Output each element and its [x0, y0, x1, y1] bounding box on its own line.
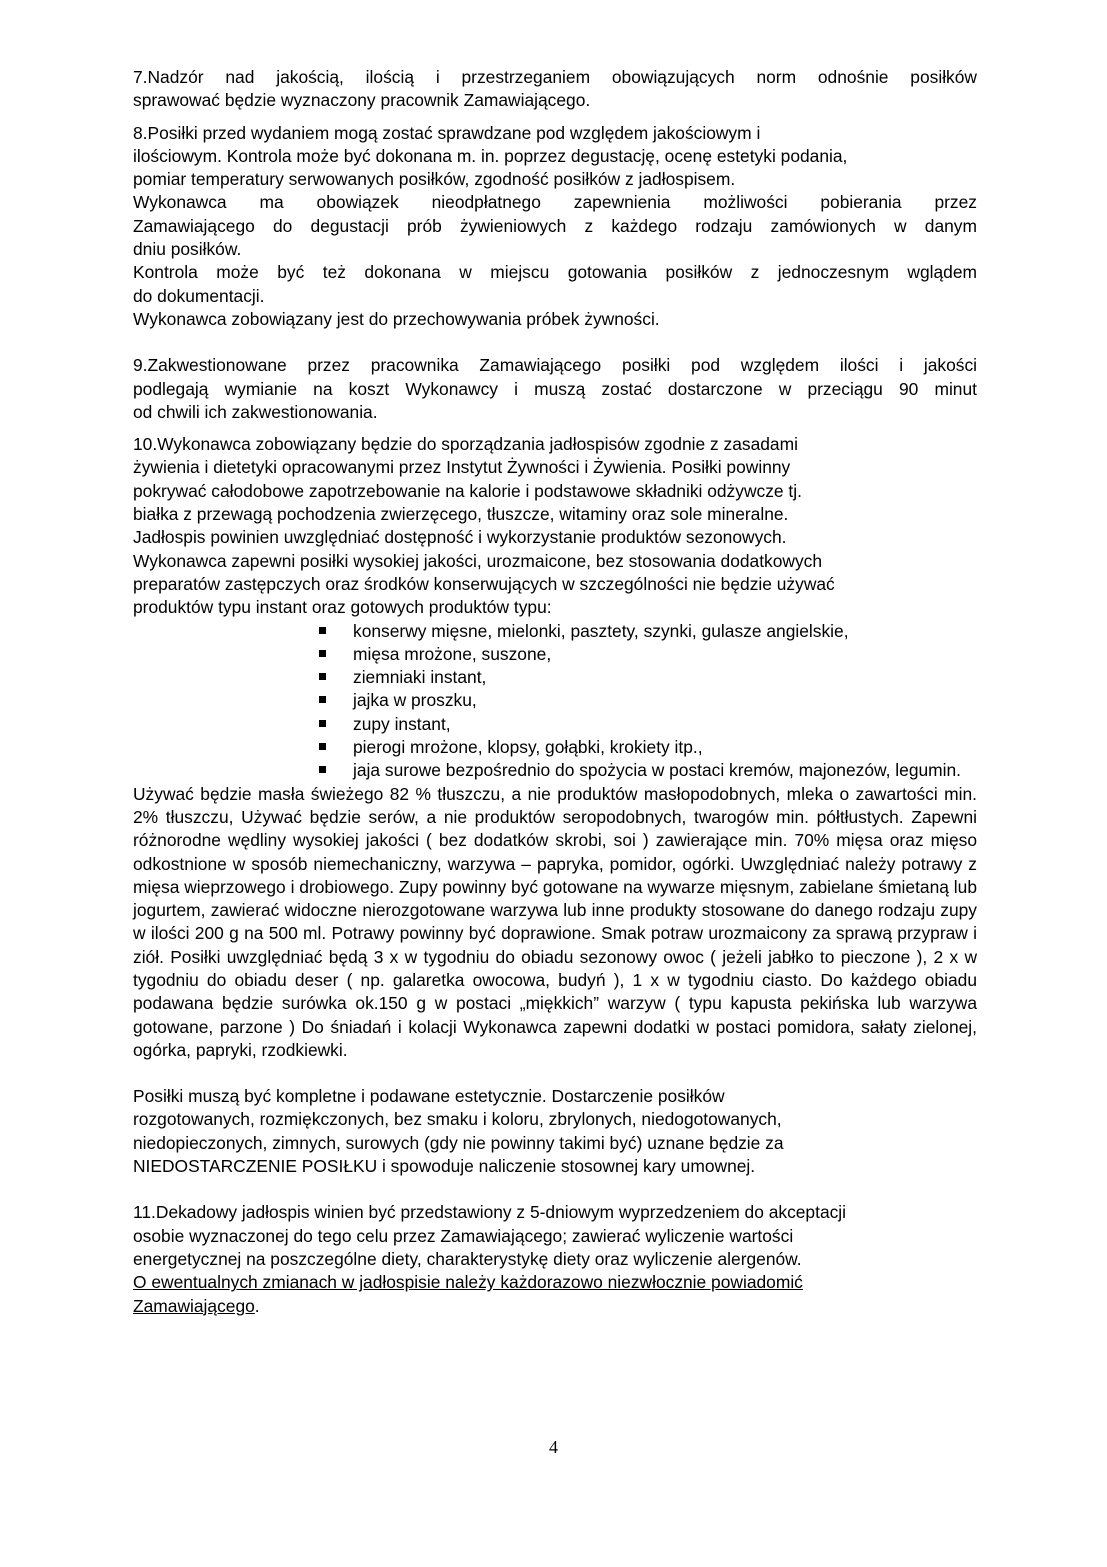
text-line: od chwili ich zakwestionowania.: [133, 401, 378, 422]
text-line: pokrywać całodobowe zapotrzebowanie na kalorie i podstawowe składniki odżywcze tj.: [133, 480, 802, 501]
document-body: [133, 66, 977, 1318]
text-line: Wykonawca zobowiązany jest do przechowywania próbek żywności.: [133, 308, 660, 329]
text-line: osobie wyznaczonej do tego celu przez Zamawiającego; zawierać wyliczenie wartości: [133, 1225, 794, 1246]
sentence-end: .: [254, 1295, 260, 1316]
text-line: pomiar temperatury serwowanych posiłków, zgodność posiłków z jadłospisem.: [133, 169, 736, 190]
text-line: [133, 1295, 977, 1318]
text-line: Wykonawca ma obowiązek nieodpłatnego zapewnienia możliwości pobierania przez: [133, 192, 977, 213]
text-line: energetycznej na poszczególne diety, charakterystykę diety oraz wyliczenie alergenów.: [133, 1248, 802, 1269]
excluded-products-list: [133, 620, 977, 783]
text-line: 9.Zakwestionowane przez pracownika Zamawiającego posiłki pod względem ilości i jakości: [133, 355, 977, 376]
paragraph-10-completeness: [133, 1085, 977, 1178]
text-line: NIEDOSTARCZENIE POSIŁKU i spowoduje naliczenie stosownej kary umownej.: [133, 1156, 756, 1177]
text-line: Jadłospis powinien uwzględniać dostępność i wykorzystanie produktów sezonowych.: [133, 527, 787, 548]
text-line: [133, 1271, 977, 1294]
list-item: mięsa mrożone, suszone,: [319, 643, 977, 666]
paragraph-9: [133, 354, 977, 424]
list-item: konserwy mięsne, mielonki, pasztety, szynki, gulasze angielskie,: [319, 620, 977, 643]
text-line: Kontrola może być też dokonana w miejscu gotowania posiłków z jednoczesnym wglądem: [133, 262, 977, 283]
list-item: jajka w proszku,: [319, 689, 977, 712]
paragraph-11: [133, 1201, 977, 1317]
list-item: pierogi mrożone, klopsy, gołąbki, krokiety itp.,: [319, 736, 977, 759]
underlined-text: Zamawiającego: [133, 1295, 255, 1316]
text-line: żywienia i dietetyki opracowanymi przez Instytut Żywności i Żywienia. Posiłki powinny: [133, 457, 791, 478]
paragraph-10: [133, 433, 977, 619]
list-item: jaja surowe bezpośrednio do spożycia w postaci kremów, majonezów, legumin.: [319, 759, 977, 782]
text-line: podlegają wymianie na koszt Wykonawcy i muszą zostać dostarczone w przeciągu 90 minut: [133, 378, 977, 399]
text-line: ilościowym. Kontrola może być dokonana m. in. poprzez degustację, ocenę estetyki podania,: [133, 145, 848, 166]
text-line: do dokumentacji.: [133, 285, 265, 306]
text-line: 10.Wykonawca zobowiązany będzie do sporządzania jadłospisów zgodnie z zasadami: [133, 434, 798, 455]
text-line: 8.Posiłki przed wydaniem mogą zostać sprawdzane pod względem jakościowym i: [133, 122, 761, 143]
underlined-text: O ewentualnych zmianach w jadłospisie należy każdorazowo niezwłocznie powiadomić: [133, 1272, 803, 1293]
text-line: sprawować będzie wyznaczony pracownik Zamawiającego.: [133, 90, 591, 111]
paragraph-7: [133, 66, 977, 113]
text-line: Wykonawca zapewni posiłki wysokiej jakości, urozmaicone, bez stosowania dodatkowych: [133, 550, 823, 571]
text-line: Posiłki muszą być kompletne i podawane estetycznie. Dostarczenie posiłków: [133, 1086, 725, 1107]
text-line: rozgotowanych, rozmiękczonych, bez smaku i koloru, zbrylonych, niedogotowanych,: [133, 1109, 782, 1130]
paragraph-8: [133, 122, 977, 332]
page-number: 4: [549, 1437, 558, 1457]
text-line: preparatów zastępczych oraz środków konserwujących w szczególności nie będzie używać: [133, 573, 835, 594]
text-line: białka z przewagą pochodzenia zwierzęcego, tłuszcze, witaminy oraz sole mineralne.: [133, 504, 789, 525]
text-line: niedopieczonych, zimnych, surowych (gdy nie powinny takimi być) uznane będzie za: [133, 1132, 784, 1153]
text-line: produktów typu instant oraz gotowych produktów typu:: [133, 597, 552, 618]
list-item: zupy instant,: [319, 713, 977, 736]
text-line: 11.Dekadowy jadłospis winien być przedstawiony z 5-dniowym wyprzedzeniem do akceptacji: [133, 1202, 847, 1223]
paragraph-10-requirements: Używać będzie masła świeżego 82 % tłuszczu, a nie produktów masłopodobnych, mleka o zawartości min. 2% tłuszczu, Używać będzie serów, a nie produktów seropodobnych, twarogów min. półtłustych. Zapewni różnorodne wędliny wysokiej jakości ( bez dodatków skrobi, soi ) zawierające min. 70% mięsa oraz mięso odkostnione w sposób niemechaniczny, warzywa – papryka, pomidor, ogórki. Uwzględniać należy potrawy z mięsa wieprzowego i drobiowego. Zupy powinny być gotowane na wywarze mięsnym, zabielane śmietaną lub jogurtem, zawierać widoczne nierozgotowane warzywa lub inne produkty stosowane do danego rodzaju zupy w ilości 200 g na 500 ml. Potrawy powinny być doprawione. Smak potraw urozmaicony za sprawą przypraw i ziół. Posiłki uwzględniać będą 3 x w tygodniu do obiadu sezonowy owoc ( jeżeli jabłko to pieczone ), 2 x w tygodniu do obiadu deser ( np. galaretka owocowa, budyń ), 1 x w tygodniu ciasto. Do każdego obiadu podawana będzie surówka ok.150 g w postaci „miękkich” warzyw ( typu kapusta pekińska lub warzywa gotowane, parzone ) Do śniadań i kolacji Wykonawca zapewni dodatki w postaci pomidora, sałaty zielonej, ogórka, papryki, rzodkiewki.: [133, 783, 977, 1060]
list-item: ziemniaki instant,: [319, 666, 977, 689]
text-line: dniu posiłków.: [133, 239, 242, 260]
text-line: 7.Nadzór nad jakością, ilością i przestrzeganiem obowiązujących norm odnośnie posiłków: [133, 67, 977, 87]
text-line: Zamawiającego do degustacji prób żywieniowych z każdego rodzaju zamówionych w danym: [133, 215, 977, 236]
